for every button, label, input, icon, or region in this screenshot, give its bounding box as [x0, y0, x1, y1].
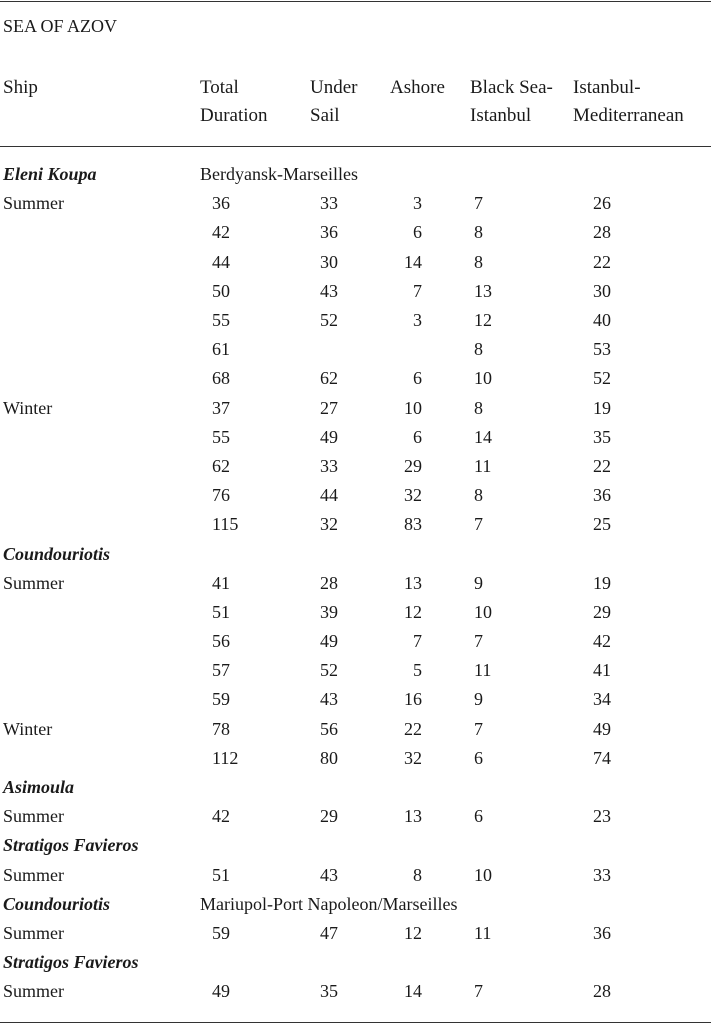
total-duration-cell: 59	[212, 689, 230, 710]
header-istanbul-mediterranean: Istanbul- Mediterranean	[573, 77, 684, 126]
route-label	[200, 831, 711, 860]
ashore-cell: 8	[413, 864, 422, 885]
black-sea-istanbul-cell: 7	[474, 514, 483, 535]
table-row	[0, 277, 711, 306]
black-sea-istanbul-cell: 8	[474, 485, 483, 506]
header-ashore: Ashore	[390, 77, 445, 98]
ashore-cell: 32	[404, 485, 422, 506]
ship-name: Coundouriotis	[3, 893, 111, 914]
ship-name: Eleni Koupa	[3, 164, 97, 185]
istanbul-mediterranean-cell: 49	[593, 718, 611, 739]
ashore-cell: 3	[413, 310, 422, 331]
table-row	[0, 861, 711, 890]
istanbul-mediterranean-cell: 74	[593, 747, 611, 768]
istanbul-mediterranean-cell: 25	[593, 514, 611, 535]
black-sea-istanbul-cell: 8	[474, 222, 483, 243]
under-sail-cell: 43	[320, 280, 338, 301]
total-duration-cell: 44	[212, 251, 230, 272]
route-label	[200, 539, 711, 568]
season-label: Summer	[3, 572, 64, 593]
season-label	[0, 423, 200, 452]
table-row	[0, 715, 711, 744]
region-title: SEA OF AZOV	[3, 16, 118, 36]
istanbul-mediterranean-cell: 26	[593, 193, 611, 214]
ship-row	[0, 773, 711, 802]
under-sail-cell: 33	[320, 455, 338, 476]
under-sail-cell: 30	[320, 251, 338, 272]
under-sail-cell: 56	[320, 718, 338, 739]
under-sail-cell	[310, 335, 390, 364]
season-label: Summer	[3, 864, 64, 885]
ship-row	[0, 160, 711, 189]
season-label	[0, 277, 200, 306]
total-duration-cell: 55	[212, 426, 230, 447]
ashore-cell: 7	[413, 280, 422, 301]
istanbul-mediterranean-cell: 29	[593, 601, 611, 622]
season-label	[0, 744, 200, 773]
ashore-cell	[390, 335, 470, 364]
total-duration-cell: 57	[212, 660, 230, 681]
istanbul-mediterranean-cell: 35	[593, 426, 611, 447]
table-row	[0, 510, 711, 539]
under-sail-cell: 35	[320, 981, 338, 1002]
ship-row	[0, 831, 711, 860]
table-row	[0, 685, 711, 714]
top-rule	[0, 1, 711, 2]
under-sail-cell: 80	[320, 747, 338, 768]
total-duration-cell: 51	[212, 601, 230, 622]
table-row	[0, 977, 711, 1006]
route-label: Berdyansk-Marseilles	[200, 164, 358, 185]
black-sea-istanbul-cell: 10	[474, 601, 492, 622]
under-sail-cell: 52	[320, 310, 338, 331]
under-sail-cell: 27	[320, 397, 338, 418]
istanbul-mediterranean-cell: 53	[593, 339, 611, 360]
under-sail-cell: 62	[320, 368, 338, 389]
header-under-sail: Under Sail	[310, 77, 358, 126]
voyage-table	[0, 160, 711, 1006]
istanbul-mediterranean-cell: 52	[593, 368, 611, 389]
istanbul-mediterranean-cell: 22	[593, 455, 611, 476]
season-label	[0, 364, 200, 393]
table-row	[0, 481, 711, 510]
season-label: Winter	[3, 397, 53, 418]
ship-name: Asimoula	[3, 777, 75, 798]
table-row	[0, 744, 711, 773]
istanbul-mediterranean-cell: 41	[593, 660, 611, 681]
under-sail-cell: 29	[320, 806, 338, 827]
black-sea-istanbul-cell: 8	[474, 397, 483, 418]
istanbul-mediterranean-cell: 28	[593, 981, 611, 1002]
season-label	[0, 656, 200, 685]
table-row	[0, 394, 711, 423]
table-row	[0, 423, 711, 452]
total-duration-cell: 62	[212, 455, 230, 476]
under-sail-cell: 36	[320, 222, 338, 243]
ship-row	[0, 948, 711, 977]
table-row	[0, 802, 711, 831]
under-sail-cell: 33	[320, 193, 338, 214]
season-label	[0, 481, 200, 510]
header-black-sea-istanbul: Black Sea- Istanbul	[470, 77, 553, 126]
black-sea-istanbul-cell: 10	[474, 368, 492, 389]
table-row	[0, 218, 711, 247]
istanbul-mediterranean-cell: 28	[593, 222, 611, 243]
black-sea-istanbul-cell: 9	[474, 572, 483, 593]
under-sail-cell: 52	[320, 660, 338, 681]
table-row	[0, 656, 711, 685]
table-row	[0, 569, 711, 598]
black-sea-istanbul-cell: 6	[474, 747, 483, 768]
ship-name: Stratigos Favieros	[3, 952, 139, 973]
total-duration-cell: 41	[212, 572, 230, 593]
istanbul-mediterranean-cell: 19	[593, 572, 611, 593]
ashore-cell: 7	[413, 631, 422, 652]
black-sea-istanbul-cell: 7	[474, 718, 483, 739]
total-duration-cell: 42	[212, 222, 230, 243]
total-duration-cell: 50	[212, 280, 230, 301]
istanbul-mediterranean-cell: 33	[593, 864, 611, 885]
ashore-cell: 6	[413, 426, 422, 447]
under-sail-cell: 32	[320, 514, 338, 535]
under-sail-cell: 43	[320, 689, 338, 710]
season-label	[0, 510, 200, 539]
istanbul-mediterranean-cell: 19	[593, 397, 611, 418]
season-label: Winter	[3, 718, 53, 739]
black-sea-istanbul-cell: 8	[474, 339, 483, 360]
istanbul-mediterranean-cell: 30	[593, 280, 611, 301]
route-label: Mariupol-Port Napoleon/Marseilles	[200, 893, 458, 914]
total-duration-cell: 68	[212, 368, 230, 389]
istanbul-mediterranean-cell: 40	[593, 310, 611, 331]
table-row	[0, 627, 711, 656]
table-row	[0, 598, 711, 627]
route-label	[200, 773, 711, 802]
black-sea-istanbul-cell: 14	[474, 426, 492, 447]
table-row	[0, 919, 711, 948]
table-row	[0, 335, 711, 364]
ashore-cell: 14	[404, 981, 422, 1002]
ashore-cell: 6	[413, 222, 422, 243]
total-duration-cell: 49	[212, 981, 230, 1002]
ship-row	[0, 539, 711, 568]
under-sail-cell: 49	[320, 631, 338, 652]
ashore-cell: 83	[404, 514, 422, 535]
total-duration-cell: 78	[212, 718, 230, 739]
total-duration-cell: 51	[212, 864, 230, 885]
black-sea-istanbul-cell: 6	[474, 806, 483, 827]
black-sea-istanbul-cell: 13	[474, 280, 492, 301]
ship-name: Coundouriotis	[3, 543, 111, 564]
voyage-table-body	[0, 160, 711, 1006]
black-sea-istanbul-cell: 11	[474, 660, 492, 681]
route-label	[200, 948, 711, 977]
total-duration-cell: 112	[212, 747, 239, 768]
table-row	[0, 364, 711, 393]
table-row	[0, 452, 711, 481]
total-duration-cell: 42	[212, 806, 230, 827]
black-sea-istanbul-cell: 9	[474, 689, 483, 710]
black-sea-istanbul-cell: 11	[474, 455, 492, 476]
header-total-duration: Total Duration	[200, 77, 268, 126]
under-sail-cell: 49	[320, 426, 338, 447]
ashore-cell: 3	[413, 193, 422, 214]
season-label	[0, 248, 200, 277]
season-label: Summer	[3, 922, 64, 943]
ashore-cell: 6	[413, 368, 422, 389]
total-duration-cell: 36	[212, 193, 230, 214]
season-label	[0, 306, 200, 335]
ashore-cell: 12	[404, 922, 422, 943]
total-duration-cell: 37	[212, 397, 230, 418]
total-duration-cell: 61	[212, 339, 230, 360]
season-label: Summer	[3, 806, 64, 827]
total-duration-cell: 59	[212, 922, 230, 943]
black-sea-istanbul-cell: 8	[474, 251, 483, 272]
black-sea-istanbul-cell: 7	[474, 631, 483, 652]
under-sail-cell: 28	[320, 572, 338, 593]
under-sail-cell: 43	[320, 864, 338, 885]
header-rule	[0, 146, 711, 147]
season-label	[0, 627, 200, 656]
under-sail-cell: 47	[320, 922, 338, 943]
ship-name: Stratigos Favieros	[3, 835, 139, 856]
bottom-rule	[0, 1022, 711, 1023]
istanbul-mediterranean-cell: 36	[593, 485, 611, 506]
istanbul-mediterranean-cell: 23	[593, 806, 611, 827]
table-row	[0, 189, 711, 218]
ashore-cell: 29	[404, 455, 422, 476]
istanbul-mediterranean-cell: 22	[593, 251, 611, 272]
ashore-cell: 13	[404, 806, 422, 827]
ship-row	[0, 890, 711, 919]
black-sea-istanbul-cell: 12	[474, 310, 492, 331]
total-duration-cell: 76	[212, 485, 230, 506]
under-sail-cell: 39	[320, 601, 338, 622]
table-row	[0, 248, 711, 277]
total-duration-cell: 56	[212, 631, 230, 652]
season-label: Summer	[3, 193, 64, 214]
header-ship: Ship	[3, 77, 38, 98]
black-sea-istanbul-cell: 11	[474, 922, 492, 943]
ashore-cell: 16	[404, 689, 422, 710]
under-sail-cell: 44	[320, 485, 338, 506]
season-label	[0, 685, 200, 714]
table-row	[0, 306, 711, 335]
black-sea-istanbul-cell: 10	[474, 864, 492, 885]
black-sea-istanbul-cell: 7	[474, 193, 483, 214]
total-duration-cell: 55	[212, 310, 230, 331]
ashore-cell: 13	[404, 572, 422, 593]
ashore-cell: 5	[413, 660, 422, 681]
istanbul-mediterranean-cell: 36	[593, 922, 611, 943]
ashore-cell: 10	[404, 397, 422, 418]
ashore-cell: 14	[404, 251, 422, 272]
total-duration-cell: 115	[212, 514, 239, 535]
season-label	[0, 452, 200, 481]
season-label	[0, 218, 200, 247]
season-label	[0, 335, 200, 364]
ashore-cell: 12	[404, 601, 422, 622]
ashore-cell: 22	[404, 718, 422, 739]
istanbul-mediterranean-cell: 42	[593, 631, 611, 652]
season-label: Summer	[3, 981, 64, 1002]
istanbul-mediterranean-cell: 34	[593, 689, 611, 710]
ashore-cell: 32	[404, 747, 422, 768]
black-sea-istanbul-cell: 7	[474, 981, 483, 1002]
season-label	[0, 598, 200, 627]
